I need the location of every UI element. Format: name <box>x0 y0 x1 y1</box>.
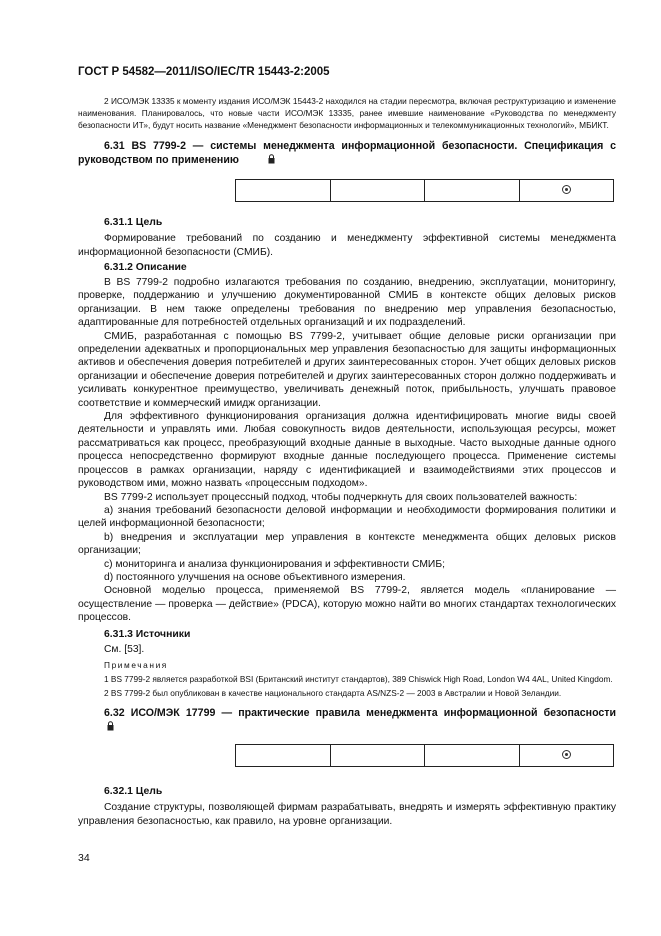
section-6-31-heading: 6.31 BS 7799-2 — системы менеджмента информационной безопасности. Спецификация с руководством по применению <box>78 140 616 168</box>
section-6-32-heading: 6.32 ИСО/МЭК 17799 — практические правила менеджмента информационной безопасности <box>78 707 616 735</box>
paragraph: СМИБ, разработанная с помощью BS 7799-2, учитывает общие деловые риски организации при определении адекватных и пропорциональных мер управления безопасностью для защиты информационных активов и обеспечения доверия потребителей и других заинтересованных сторон. Учет общих деловых рисков организации и обеспечение доверия потребителей и других заинтересованных сторон должно поддерживать и усиливать конкурентное преимущество, увеличивать денежный поток, прибыльность, улучшать правовое соответствие и коммерческий имидж организации. <box>78 330 616 409</box>
note-1: 1 BS 7799-2 является разработкой BSI (Британский институт стандартов), 389 Chiswick High Road, London W4 4AL, United Kingdom. <box>104 673 613 684</box>
paragraph: В BS 7799-2 подробно излагаются требования по созданию, внедрению, эксплуатации, мониторингу, проверке, поддержанию и улучшению документированной СМИБ в контексте общих деловых рисков организации. В нем также определены требования по внедрению мер управления безопасностью, адаптированные для потребностей отдельных организаций и их подразделений. <box>78 277 616 329</box>
lock-icon <box>81 721 114 736</box>
notes-title: Примечания <box>104 659 168 670</box>
section-6-31-1-text: Формирование требований по созданию и менеджменту эффективной системы менеджмента информационной безопасности (СМИБ). <box>78 233 616 258</box>
section-6-31-marker-table <box>235 179 614 202</box>
circle-marker-icon <box>562 185 571 194</box>
document-header: ГОСТ Р 54582—2011/ISO/IEC/TR 15443-2:2005 <box>78 66 330 78</box>
paragraph: Основной моделью процесса, применяемой BS 7799-2, является модель «планирование — осуществление — проверка — действие» (PDCA), которую можно найти во многих стандартах технологических процессов. <box>78 585 616 624</box>
section-6-31-1-title: 6.31.1 Цель <box>104 217 163 229</box>
list-item: а) знания требований безопасности деловой информации и необходимости формирования политики и целей информационной безопасности; <box>78 504 616 530</box>
paragraph: Для эффективного функционирования организация должна идентифицировать многие виды своей деятельности и управлять ими. Любая совокупность видов деятельности, использующая ресурсы, может рассматриваться как процесс, преобразующий входные данные в выходные. Часто выходные данные одного процесса непосредственно формируют входные данные последующего процесса. Применение системы процессов в рамках организации, наряду с идентификацией и взаимодействиями этих процессов и руководством ими, можно назвать «процессным подходом». <box>78 411 616 490</box>
section-6-31-3-title: 6.31.3 Источники <box>104 628 191 640</box>
footnote-2: 2 ИСО/МЭК 13335 к моменту издания ИСО/МЭК 15443-2 находился на стадии пересмотра, включая реструктуризацию и изменение наименования. Планировалось, что новые части ИСО/МЭК 13335, ранее имевшие наименование «Руководства по менеджменту безопасности ИТ», будут носить название «Менеджмент безопасности информационных и телекоммуникационных технологий», МБИКТ. <box>78 96 616 130</box>
section-6-31-2-title: 6.31.2 Описание <box>104 262 187 273</box>
lock-icon <box>242 154 275 169</box>
page-number: 34 <box>78 852 90 864</box>
section-6-32-1-text: Создание структуры, позволяющей фирмам разрабатывать, внедрять и измерять эффективную практику управления безопасностью, как правило, на уровне организации. <box>78 802 616 827</box>
paragraph: BS 7799-2 использует процессный подход, чтобы подчеркнуть для своих пользователей важность: <box>104 491 578 503</box>
section-6-32-1-title: 6.32.1 Цель <box>104 786 163 798</box>
note-2: 2 BS 7799-2 был опубликован в качестве национального стандарта AS/NZS-2 — 2003 в Австралии и Новой Зеландии. <box>104 687 562 698</box>
list-item: d) постоянного улучшения на основе объективного измерения. <box>104 571 406 583</box>
list-item: b) внедрения и эксплуатации мер управления в контексте менеджмента общих деловых рисков организации; <box>78 531 616 557</box>
sources-text: См. [53]. <box>104 643 145 655</box>
page-body <box>78 95 616 828</box>
section-6-32-marker-table <box>235 744 614 767</box>
circle-marker-icon <box>562 750 571 759</box>
list-item: c) мониторинга и анализа функционирования и эффективности СМИБ; <box>104 558 445 570</box>
